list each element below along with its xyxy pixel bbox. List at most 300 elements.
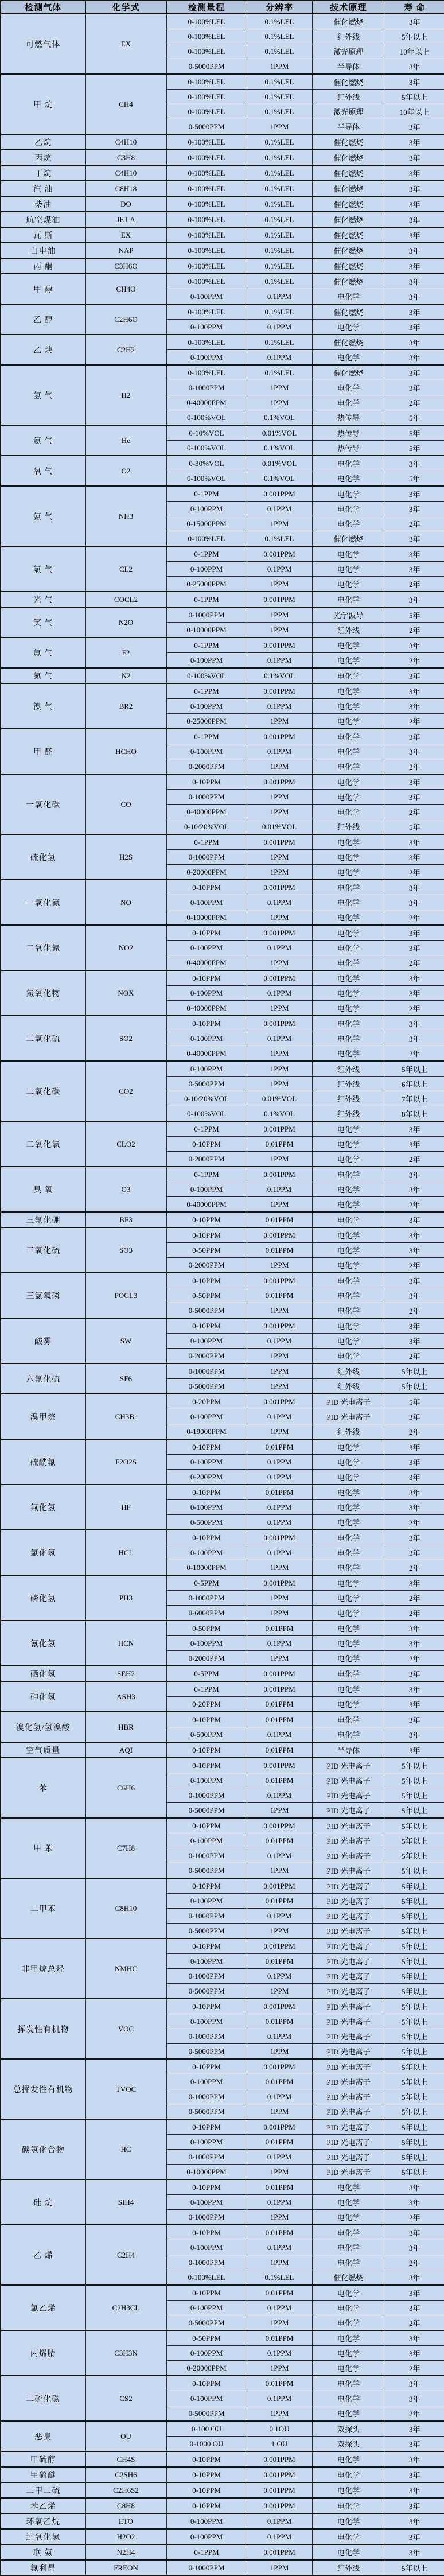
range-cell: 0-100PPM xyxy=(166,1545,247,1560)
table-row xyxy=(1,365,444,380)
range-cell: 0-100%LEL xyxy=(166,165,247,181)
resolution-cell: 0.001PPM xyxy=(247,1681,312,1697)
lifespan-cell: 5年以上 xyxy=(385,1924,444,1939)
range-cell: 0-1PPM xyxy=(166,546,247,562)
tech-principle-cell: 催化燃烧 xyxy=(312,2270,385,2286)
tech-principle-cell: 电化学 xyxy=(312,834,385,850)
range-cell: 0-1000PPM xyxy=(166,2089,247,2104)
lifespan-cell: 5年以上 xyxy=(385,1833,444,1848)
tech-principle-cell: PID 光电离子 xyxy=(312,1803,385,1819)
lifespan-cell: 3年 xyxy=(385,365,444,380)
resolution-cell: 0.1%LEL xyxy=(247,335,312,350)
tech-principle-cell: 催化燃烧 xyxy=(312,335,385,350)
lifespan-cell: 3年 xyxy=(385,1636,444,1651)
resolution-cell: 0.001PPM xyxy=(247,1666,312,1681)
table-row xyxy=(1,1318,444,1334)
range-cell: 0-1000PPM xyxy=(166,1909,247,1924)
range-cell: 0-5000PPM xyxy=(166,1077,247,1091)
range-cell: 0-100PPM xyxy=(166,986,247,1001)
resolution-cell: 0.1%VOL xyxy=(247,410,312,426)
gas-name-cell: 硅 烷 xyxy=(1,2179,85,2225)
resolution-cell: 0.1%LEL xyxy=(247,196,312,212)
range-cell: 0-1PPM xyxy=(166,683,247,699)
tech-principle-cell: 电化学 xyxy=(312,1697,385,1712)
formula-cell: CL2 xyxy=(85,546,166,592)
tech-principle-cell: 电化学 xyxy=(312,1560,385,1576)
range-cell: 0-1000 OU xyxy=(166,2437,247,2452)
range-cell: 0-10PPM xyxy=(166,1485,247,1500)
table-row xyxy=(1,1394,444,1409)
tech-principle-cell: 红外线 xyxy=(312,1077,385,1091)
tech-principle-cell: 电化学 xyxy=(312,1500,385,1515)
resolution-cell: 0.1%LEL xyxy=(247,90,312,104)
lifespan-cell: 3年 xyxy=(385,1409,444,1424)
lifespan-cell: 2年 xyxy=(385,1560,444,1576)
resolution-cell: 1PPM xyxy=(247,2315,312,2331)
resolution-cell: 1 OU xyxy=(247,2437,312,2452)
range-cell: 0-100PPM xyxy=(166,1409,247,1424)
table-row xyxy=(1,243,444,258)
range-cell: 0-100PPM xyxy=(166,2240,247,2255)
resolution-cell: 1PPM xyxy=(247,59,312,75)
lifespan-cell: 3年 xyxy=(385,1167,444,1182)
resolution-cell: 1PPM xyxy=(247,1863,312,1879)
gas-name-cell: 甲硫醇 xyxy=(1,2451,85,2467)
tech-principle-cell: PID 光电离子 xyxy=(312,1394,385,1409)
table-row xyxy=(1,181,444,196)
table-row xyxy=(1,668,444,683)
table-row xyxy=(1,304,444,320)
formula-cell: C2H6S2 xyxy=(85,2482,166,2498)
resolution-cell: 0.001PPM xyxy=(247,638,312,653)
formula-cell: HCL xyxy=(85,1530,166,1575)
lifespan-cell: 3年 xyxy=(385,834,444,850)
range-cell: 0-1000PPM xyxy=(166,2150,247,2165)
lifespan-cell: 3年 xyxy=(385,1712,444,1727)
resolution-cell: 0.1PPM xyxy=(247,2150,312,2165)
gas-name-cell: 二氧化氮 xyxy=(1,925,85,970)
tech-principle-cell: 电化学 xyxy=(312,744,385,759)
lifespan-cell: 3年 xyxy=(385,1121,444,1137)
lifespan-cell: 5年以上 xyxy=(385,1379,444,1394)
tech-principle-cell: 红外线 xyxy=(312,623,385,638)
lifespan-cell: 5年 xyxy=(385,607,444,623)
resolution-cell: 1PPM xyxy=(247,1560,312,1576)
tech-principle-cell: 电化学 xyxy=(312,986,385,1001)
tech-principle-cell: PID 光电离子 xyxy=(312,1954,385,1969)
table-row xyxy=(1,212,444,227)
lifespan-cell: 2年 xyxy=(385,865,444,880)
formula-cell: PH3 xyxy=(85,1575,166,1621)
resolution-cell: 0.001PPM xyxy=(247,592,312,607)
resolution-cell: 0.1PPM xyxy=(247,1182,312,1197)
formula-cell: H2O2 xyxy=(85,2529,166,2544)
gas-name-cell: 汽 油 xyxy=(1,181,85,196)
formula-cell: HC xyxy=(85,2119,166,2179)
resolution-cell: 0.1%LEL xyxy=(247,227,312,243)
header-row xyxy=(1,1,444,14)
formula-cell: C3H6O xyxy=(85,258,166,274)
lifespan-cell: 3年 xyxy=(385,562,444,577)
range-cell: 0-100PPM xyxy=(166,1833,247,1848)
lifespan-cell: 2年 xyxy=(385,1152,444,1167)
lifespan-cell: 3年 xyxy=(385,880,444,895)
lifespan-cell: 3年 xyxy=(385,59,444,75)
table-row xyxy=(1,2544,444,2560)
table-row xyxy=(1,970,444,986)
lifespan-cell: 3年 xyxy=(385,1727,444,1743)
lifespan-cell: 2年 xyxy=(385,623,444,638)
formula-cell: CO xyxy=(85,774,166,834)
tech-principle-cell: 红外线 xyxy=(312,1106,385,1122)
resolution-cell: 0.1%VOL xyxy=(247,1106,312,1122)
range-cell: 0-2000PPM xyxy=(166,1258,247,1273)
gas-name-cell: 二甲苯 xyxy=(1,1878,85,1938)
gas-name-cell: 氮 气 xyxy=(1,668,85,683)
range-cell: 0-10PPM xyxy=(166,2482,247,2498)
table-row xyxy=(1,1439,444,1455)
resolution-cell: 0.1%LEL xyxy=(247,243,312,258)
range-cell: 0-100%LEL xyxy=(166,335,247,350)
lifespan-cell: 3年 xyxy=(385,2513,444,2529)
lifespan-cell: 3年 xyxy=(385,134,444,150)
tech-principle-cell: PID 光电离子 xyxy=(312,2044,385,2060)
lifespan-cell: 2年 xyxy=(385,1303,444,1319)
resolution-cell: 0.1PPM xyxy=(247,2346,312,2361)
range-cell: 0-100%LEL xyxy=(166,258,247,274)
range-cell: 0-1PPM xyxy=(166,834,247,850)
tech-principle-cell: PID 光电离子 xyxy=(312,2074,385,2089)
lifespan-cell: 5年以上 xyxy=(385,90,444,104)
range-cell: 0-10PPM xyxy=(166,1818,247,1833)
range-cell: 0-50PPM xyxy=(166,2330,247,2346)
table-row xyxy=(1,2376,444,2391)
gas-name-cell: 氰化氢 xyxy=(1,1621,85,1666)
formula-cell: NH3 xyxy=(85,486,166,546)
lifespan-cell: 7年以上 xyxy=(385,1091,444,1106)
tech-principle-cell: 电化学 xyxy=(312,1031,385,1046)
lifespan-cell: 3年 xyxy=(385,2544,444,2560)
range-cell: 0-100%VOL xyxy=(166,441,247,456)
range-cell: 0-100%LEL xyxy=(166,150,247,165)
range-cell: 0-1000PPM xyxy=(166,1848,247,1863)
resolution-cell: 0.1%LEL xyxy=(247,14,312,29)
resolution-cell: 0.1%LEL xyxy=(247,258,312,274)
resolution-cell: 0.1%LEL xyxy=(247,304,312,320)
tech-principle-cell: 电化学 xyxy=(312,850,385,865)
tech-principle-cell: 电化学 xyxy=(312,699,385,714)
lifespan-cell: 5年 xyxy=(385,471,444,487)
range-cell: 0-100PPM xyxy=(166,350,247,366)
lifespan-cell: 3年 xyxy=(385,196,444,212)
range-cell: 0-100PPM xyxy=(166,1182,247,1197)
formula-cell: N2H4 xyxy=(85,2544,166,2560)
formula-cell: FREON xyxy=(85,2560,166,2575)
lifespan-cell: 3年 xyxy=(385,181,444,196)
range-cell: 0-10PPM xyxy=(166,1999,247,2014)
range-cell: 0-25000PPM xyxy=(166,714,247,729)
formula-cell: AQI xyxy=(85,1742,166,1758)
range-cell: 0-100%LEL xyxy=(166,365,247,380)
lifespan-cell: 3年 xyxy=(385,2270,444,2286)
lifespan-cell: 2年 xyxy=(385,1046,444,1062)
range-cell: 0-100%LEL xyxy=(166,2270,247,2286)
resolution-cell: 0.1PPM xyxy=(247,1969,312,1984)
tech-principle-cell: 电化学 xyxy=(312,2195,385,2210)
resolution-cell: 0.01PPM xyxy=(247,1243,312,1258)
lifespan-cell: 5年以上 xyxy=(385,2029,444,2044)
lifespan-cell: 3年 xyxy=(385,1470,444,1485)
tech-principle-cell: 电化学 xyxy=(312,1046,385,1062)
tech-principle-cell: 红外线 xyxy=(312,1091,385,1106)
tech-principle-cell: 电化学 xyxy=(312,2451,385,2467)
gas-name-cell: 砷化氢 xyxy=(1,1681,85,1712)
range-cell: 0-10PPM xyxy=(166,1758,247,1773)
range-cell: 0-5000PPM xyxy=(166,1803,247,1819)
range-cell: 0-10PPM xyxy=(166,1212,247,1227)
lifespan-cell: 3年 xyxy=(385,258,444,274)
resolution-cell: 0.001PPM xyxy=(247,683,312,699)
lifespan-cell: 3年 xyxy=(385,320,444,335)
lifespan-cell: 5年以上 xyxy=(385,2059,444,2074)
tech-principle-cell: 电化学 xyxy=(312,2482,385,2498)
range-cell: 0-100PPM xyxy=(166,2346,247,2361)
formula-cell: ASH3 xyxy=(85,1681,166,1712)
gas-name-cell: 臭 氧 xyxy=(1,1167,85,1212)
resolution-cell: 0.1%LEL xyxy=(247,365,312,380)
resolution-cell: 0.01%VOL xyxy=(247,425,312,441)
range-cell: 0-100PPM xyxy=(166,1636,247,1651)
gas-name-cell: 氦 气 xyxy=(1,425,85,456)
tech-principle-cell: 电化学 xyxy=(312,729,385,744)
resolution-cell: 1PPM xyxy=(247,1363,312,1379)
range-cell: 0-100PPM xyxy=(166,502,247,516)
lifespan-cell: 3年 xyxy=(385,2421,444,2437)
lifespan-cell: 3年 xyxy=(385,1545,444,1560)
gas-name-cell: 乙烷 xyxy=(1,134,85,150)
tech-principle-cell: 电化学 xyxy=(312,970,385,986)
range-cell: 0-500PPM xyxy=(166,1727,247,1743)
lifespan-cell: 2年 xyxy=(385,2210,444,2225)
gas-name-cell: 柴油 xyxy=(1,196,85,212)
formula-cell: CO2 xyxy=(85,1061,166,1121)
tech-principle-cell: PID 光电离子 xyxy=(312,2059,385,2074)
range-cell: 0-5PPM xyxy=(166,1575,247,1591)
table-row xyxy=(1,134,444,150)
tech-principle-cell: 电化学 xyxy=(312,1318,385,1334)
lifespan-cell: 10年以上 xyxy=(385,44,444,59)
table-row xyxy=(1,1227,444,1243)
range-cell: 0-5000PPM xyxy=(166,119,247,135)
tech-principle-cell: 电化学 xyxy=(312,1530,385,1545)
formula-cell: SO2 xyxy=(85,1016,166,1061)
resolution-cell: 0.001PPM xyxy=(247,1938,312,1954)
resolution-cell: 0.001PPM xyxy=(247,1530,312,1545)
tech-principle-cell: 热传导 xyxy=(312,410,385,426)
gas-name-cell: 甲 醇 xyxy=(1,274,85,304)
range-cell: 0-100PPM xyxy=(166,744,247,759)
resolution-cell: 1PPM xyxy=(247,1424,312,1440)
formula-cell: C8H18 xyxy=(85,181,166,196)
gas-name-cell: 瓦 斯 xyxy=(1,227,85,243)
formula-cell: F2O2S xyxy=(85,1439,166,1485)
range-cell: 0-100PPM xyxy=(166,1894,247,1909)
range-cell: 0-100 OU xyxy=(166,2421,247,2437)
range-cell: 0-6000PPM xyxy=(166,1606,247,1621)
resolution-cell: 1PPM xyxy=(247,1924,312,1939)
tech-principle-cell: 电化学 xyxy=(312,1349,385,1364)
range-cell: 0-20000PPM xyxy=(166,865,247,880)
tech-principle-cell: 催化燃烧 xyxy=(312,531,385,547)
tech-principle-cell: 电化学 xyxy=(312,380,385,395)
lifespan-cell: 3年 xyxy=(385,970,444,986)
lifespan-cell: 3年 xyxy=(385,1227,444,1243)
gas-name-cell: 氟化氢 xyxy=(1,1485,85,1530)
tech-principle-cell: 电化学 xyxy=(312,941,385,955)
range-cell: 0-100%LEL xyxy=(166,212,247,227)
tech-principle-cell: 红外线 xyxy=(312,1061,385,1077)
range-cell: 0-40000PPM xyxy=(166,1046,247,1062)
lifespan-cell: 2年 xyxy=(385,516,444,531)
range-cell: 0-100%LEL xyxy=(166,104,247,119)
lifespan-cell: 3年 xyxy=(385,2498,444,2513)
lifespan-cell: 5年以上 xyxy=(385,1984,444,1999)
table-row xyxy=(1,1712,444,1727)
gas-name-cell: 乙 醇 xyxy=(1,304,85,335)
formula-cell: CH3Br xyxy=(85,1394,166,1439)
lifespan-cell: 5年以上 xyxy=(385,2074,444,2089)
resolution-cell: 1PPM xyxy=(247,1046,312,1062)
tech-principle-cell: 电化学 xyxy=(312,1485,385,1500)
range-cell: 0-10PPM xyxy=(166,1016,247,1031)
resolution-cell: 0.001PPM xyxy=(247,486,312,502)
tech-principle-cell: 电化学 xyxy=(312,1001,385,1016)
gas-name-cell: 硫酰氟 xyxy=(1,1439,85,1485)
lifespan-cell: 6年以上 xyxy=(385,1077,444,1091)
resolution-cell: 0.001PPM xyxy=(247,1758,312,1773)
tech-principle-cell: 电化学 xyxy=(312,1591,385,1606)
tech-principle-cell: PID 光电离子 xyxy=(312,2119,385,2135)
tech-principle-cell: 激光原理 xyxy=(312,44,385,59)
lifespan-cell: 3年 xyxy=(385,531,444,547)
range-cell: 0-100%VOL xyxy=(166,410,247,426)
tech-principle-cell: 电化学 xyxy=(312,1575,385,1591)
lifespan-cell: 3年 xyxy=(385,941,444,955)
range-cell: 0-5000PPM xyxy=(166,1863,247,1879)
resolution-cell: 0.01PPM xyxy=(247,1621,312,1636)
resolution-cell: 0.01PPM xyxy=(247,1137,312,1152)
lifespan-cell: 3年 xyxy=(385,1137,444,1152)
tech-principle-cell: 电化学 xyxy=(312,790,385,805)
range-cell: 0-20000PPM xyxy=(166,2361,247,2376)
tech-principle-cell: 电化学 xyxy=(312,1212,385,1227)
table-row xyxy=(1,1621,444,1636)
table-row xyxy=(1,2421,444,2437)
table-row xyxy=(1,1273,444,1288)
range-cell: 0-10PPM xyxy=(166,1318,247,1334)
formula-cell: CS2 xyxy=(85,2376,166,2421)
range-cell: 0-1000PPM xyxy=(166,850,247,865)
resolution-cell: 0.1PPM xyxy=(247,1500,312,1515)
resolution-cell: 0.001PPM xyxy=(247,2059,312,2074)
range-cell: 0-100%VOL xyxy=(166,1106,247,1122)
tech-principle-cell: 电化学 xyxy=(312,2376,385,2391)
resolution-cell: 0.1PPM xyxy=(247,1515,312,1530)
lifespan-cell: 3年 xyxy=(385,925,444,941)
gas-name-cell: 磷化氢 xyxy=(1,1575,85,1621)
formula-cell: SW xyxy=(85,1318,166,1363)
tech-principle-cell: 红外线 xyxy=(312,1379,385,1394)
resolution-cell: 0.1PPM xyxy=(247,744,312,759)
formula-cell: C3H8 xyxy=(85,150,166,165)
range-cell: 0-10PPM xyxy=(166,2285,247,2301)
resolution-cell: 0.01PPM xyxy=(247,1894,312,1909)
lifespan-cell: 2年 xyxy=(385,2315,444,2331)
table-row xyxy=(1,1485,444,1500)
gas-name-cell: 非甲烷总烃 xyxy=(1,1938,85,1999)
resolution-cell: 0.001PPM xyxy=(247,880,312,895)
range-cell: 0-1PPM xyxy=(166,1681,247,1697)
lifespan-cell: 5年以上 xyxy=(385,1758,444,1773)
gas-name-cell: 总挥发性有机物 xyxy=(1,2059,85,2119)
range-cell: 0-10PPM xyxy=(166,1938,247,1954)
resolution-cell: 1PPM xyxy=(247,1591,312,1606)
table-row xyxy=(1,274,444,289)
tech-principle-cell: PID 光电离子 xyxy=(312,1938,385,1954)
range-cell: 0-100%LEL xyxy=(166,134,247,150)
lifespan-cell: 5年以上 xyxy=(385,1938,444,1954)
range-cell: 0-100PPM xyxy=(166,895,247,910)
range-cell: 0-40000PPM xyxy=(166,1197,247,1213)
table-row xyxy=(1,2529,444,2544)
range-cell: 0-100%LEL xyxy=(166,274,247,289)
range-cell: 0-1000PPM xyxy=(166,2255,247,2270)
resolution-cell: 0.001PPM xyxy=(247,1878,312,1894)
tech-principle-cell: 电化学 xyxy=(312,2406,385,2422)
lifespan-cell: 2年 xyxy=(385,1515,444,1530)
formula-cell: F2 xyxy=(85,638,166,668)
range-cell: 0-50PPM xyxy=(166,1288,247,1303)
tech-principle-cell: 光学波导 xyxy=(312,607,385,623)
resolution-cell: 0.1PPM xyxy=(247,1470,312,1485)
lifespan-cell: 3年 xyxy=(385,456,444,471)
formula-cell: H2 xyxy=(85,365,166,425)
lifespan-cell: 3年 xyxy=(385,502,444,516)
tech-principle-cell: 电化学 xyxy=(312,1681,385,1697)
table-row xyxy=(1,2451,444,2467)
resolution-cell: 1PPM xyxy=(247,623,312,638)
resolution-cell: 1PPM xyxy=(247,955,312,971)
formula-cell: O2 xyxy=(85,456,166,486)
gas-name-cell: 溴甲烷 xyxy=(1,1394,85,1439)
gas-name-cell: 三氧化硫 xyxy=(1,1227,85,1273)
gas-name-cell: 硒化氢 xyxy=(1,1666,85,1681)
tech-principle-cell: 电化学 xyxy=(312,1545,385,1560)
formula-cell: OU xyxy=(85,2421,166,2451)
range-cell: 0-100PPM xyxy=(166,941,247,955)
range-cell: 0-5000PPM xyxy=(166,59,247,75)
lifespan-cell: 8年以上 xyxy=(385,1106,444,1122)
tech-principle-cell: 电化学 xyxy=(312,1621,385,1636)
formula-cell: C2H3CL xyxy=(85,2285,166,2330)
resolution-cell: 0.1PPM xyxy=(247,2029,312,2044)
formula-cell: N2O xyxy=(85,607,166,638)
gas-name-cell: 酸雾 xyxy=(1,1318,85,1363)
lifespan-cell: 5年 xyxy=(385,1394,444,1409)
resolution-cell: 0.1PPM xyxy=(247,1788,312,1803)
tech-principle-cell: 催化燃烧 xyxy=(312,304,385,320)
tech-principle-cell: 电化学 xyxy=(312,320,385,335)
